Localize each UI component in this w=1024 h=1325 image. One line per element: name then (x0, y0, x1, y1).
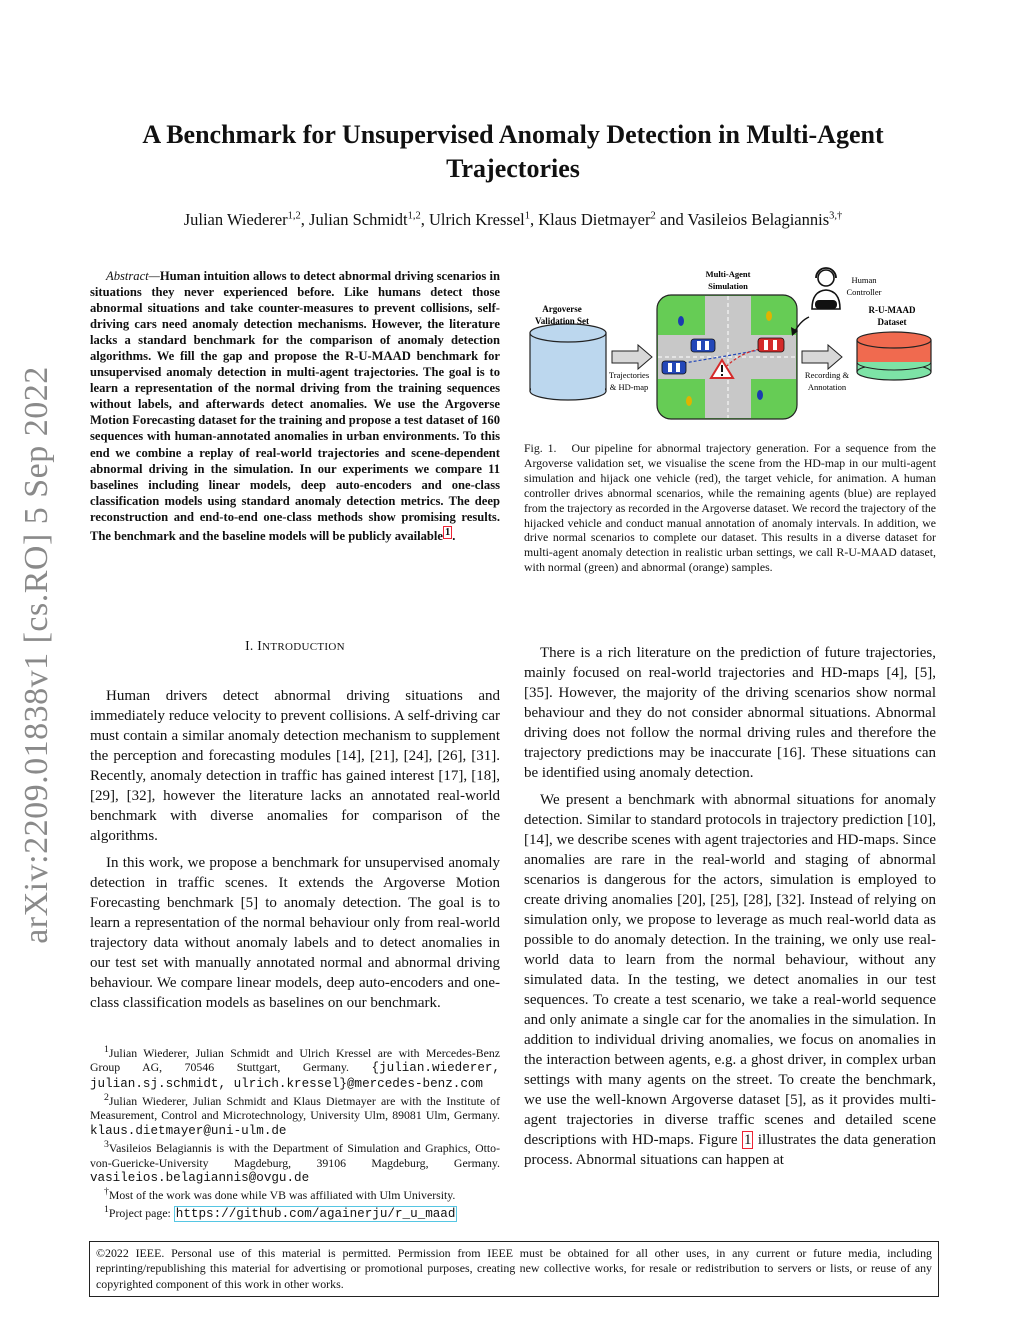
annotation-label: Annotation (807, 382, 847, 392)
argoverse-label: Argoverse (542, 304, 582, 314)
footnote-mark: 3 (104, 1139, 109, 1151)
abstract-text: Human intuition allows to detect abnormal driving scenarios in situations they never experienced before. Like humans detect those abnormal situations and take counter-measures to prevent collisions, self-driving cars need anomaly detection mechanisms. However, the literature lacks a standard benchmark for the comparison of anomaly detection algorithms. We fill the gap and propose the R-U-MAAD benchmark for unsupervised anomaly detection in multi-agent trajectories. The goal is to learn a representation of the normal driving from the training sequences without labels, and afterwards detect anomalies. We use the Argoverse Motion Forecasting dataset for the training and propose a test dataset of 160 sequences with human-annotated anomalies in urban environments. To this end we combine a replay of real-world trajectories and scene-dependent abnormal driving in the simulation. In our experiments we compare 11 baselines including linear models, deep auto-encoders and one-class classification models using standard anomaly detection metrics. The deep reconstruction and end-to-end one-class methods show promising results. The benchmark and the baseline models will be publicly available (90, 269, 500, 543)
footnotes (90, 1043, 500, 1221)
footnote-mark: 1 (104, 1044, 109, 1055)
human-label: Human (851, 275, 877, 285)
footnote: $^3$Vasileios Belagiannis is with the Department of Simulation and Graphics, Otto-von-Guericke-University Magdeburg, 39106 Magdeburg, Germany. vasileios.belagiannis@ovgu.de (90, 1139, 500, 1186)
paragraph: Human drivers detect abnormal driving situations and immediately reduce velocity to prevent collisions. A self-driving car must contain a similar anomaly detection mechanism to supplement the perception and forecasting modules [14], [21], [24], [26], [31]. Recently, anomaly detection in traffic has gained interest [17], [18], [29], [32], however the literature lacks an annotated real-world benchmark with diverse anomalies for comparison of the algorithms. (90, 688, 500, 844)
intro-right-column (524, 643, 936, 1177)
section-title: NTRODUCTION (262, 641, 345, 653)
project-page-link[interactable]: https://github.com/againerju/r_u_maad (175, 1206, 456, 1221)
author-name: Julian Schmidt (309, 210, 408, 229)
hijacked-car-red (758, 338, 784, 352)
author-name: Julian Wiederer (183, 210, 288, 229)
human-controller-icon (812, 268, 840, 309)
footnote-mark: † (104, 1186, 109, 1198)
argoverse-dataset-icon (530, 324, 606, 400)
arxiv-stamp (12, 366, 62, 944)
footnote-mark: 1 (104, 1203, 109, 1215)
copyright-notice: ©2022 IEEE. Personal use of this material is permitted. Permission from IEEE must be obtained for all other uses, in any current or future media, including reprinting/republishing this material for advertising or promotional purposes, creating new collective works, for resale or redistribution to servers or lists, or reuse of any copyrighted component of this work in other works. (89, 1241, 939, 1297)
validation-set-label: Validation Set (535, 316, 589, 326)
abstract: Abstract—Human intuition allows to detect abnormal driving scenarios in situations they never experienced before. Like humans detect those abnormal situations and take counter-measures to prevent collisions, self-driving cars need anomaly detection mechanisms. However, the literature lacks a standard benchmark for the comparison of anomaly detection algorithms. We fill the gap and propose the R-U-MAAD benchmark for unsupervised anomaly detection in multi-agent trajectories. The goal is to learn a representation of the normal driving from the training sequences without labels, and afterwards detect anomalies. We use the Argoverse Motion Forecasting dataset for the training and propose a test dataset of 160 sequences with human-annotated anomalies in urban environments. To this end we combine a replay of real-world trajectories and scene-dependent abnormal driving in the simulation. In our experiments we compare 11 baselines including linear models, deep auto-encoders and one-class classification models using standard anomaly detection metrics. The deep reconstruction and end-to-end one-class methods show promising results. The benchmark and the baseline models will be publicly available $^1$ . (90, 269, 500, 543)
agent-car-blue (691, 339, 715, 352)
author-affiliation: 1,2 (407, 210, 421, 222)
intro-left-column (90, 686, 500, 1020)
cylinder-top (530, 324, 606, 342)
pedestrian-icon (757, 390, 763, 400)
dataset-cylinder-icon (857, 332, 931, 380)
email-address: {julian.wiederer, julian.sj.schmidt, ulrich.kressel}@mercedes-benz.com (90, 1061, 500, 1091)
controller-label: Controller (846, 287, 882, 297)
email-address: vasileios.belagiannis@ovgu.de (90, 1171, 310, 1186)
footnote: $^1$Project page: https://github.com/againerju/r_u_maad (104, 1203, 456, 1221)
pipeline-figure (524, 265, 936, 435)
hd-map-label: & HD-map (609, 382, 649, 392)
arrow-right-icon (612, 345, 652, 369)
footnote-link[interactable]: 1 (445, 526, 451, 538)
figure-caption (524, 441, 936, 575)
simulation-label: Multi-Agent (705, 269, 751, 279)
author-affiliation: 1,2 (287, 210, 301, 222)
paragraph: In this work, we propose a benchmark for unsupervised anomaly detection in traffic scenes. It extends the Argoverse Motion Forecasting benchmark [5] to anomaly detection. The goal is to learn a representation of the normal behaviour only from real-world trajectory data without anomaly labels and to detect anomalies in our test set with manually annotated normal and abnormal driving behaviour. We compare linear models, deep auto-encoders and one-class classification models as baselines on our benchmark. (90, 855, 500, 1011)
agent-car-blue (662, 361, 686, 374)
paragraph: There is a rich literature on the prediction of future trajectories, mainly focused on real-world trajectories and HD-maps [4], [5], [35]. However, the majority of the driving scenarios show normal behaviour and they do not consider abnormal situations. Abnormal driving does not follow the normal driving rules and therefore the trajectory predictions may be inaccurate [16]. These situations can be identified using anomaly detection. (524, 645, 936, 781)
footnote-mark: 2 (104, 1092, 109, 1104)
footnote: $^2$Julian Wiederer, Julian Schmidt and Klaus Dietmayer are with the Institute of Measurement, Control and Microtechnology, University Ulm, 89081 Ulm, Germany. klaus.dietmayer@uni-ulm.de (90, 1092, 500, 1138)
footnote: $^1$Julian Wiederer, Julian Schmidt and Ulrich Kressel are with Mercedes-Benz Group AG, 70546 Stuttgart, Germany. {julian.wiederer, julian.sj.schmidt, ulrich.kressel}@mercedes-benz.com (90, 1044, 500, 1091)
caption-label: Fig. 1. (524, 441, 557, 455)
email-address: klaus.dietmayer@uni-ulm.de (90, 1123, 287, 1138)
paragraph: We present a benchmark with abnormal situations for anomaly detection. Similar to standard protocols in trajectory prediction [10], [14], we describe scenes with agent trajectories and HD-maps. Since anomalies are rare in the real-world and staging of abnormal scenarios is dangerous for the actors, simulation is employed to create driving anomalies [20], [25], [28], [32]. Instead of relying on simulation only, we propose to leverage as much real-world data as possible to do anomaly detection. In the training, we only use real-world data to learn from the normal behaviour, without any simulated data. In the testing, we detect anomalies in our test sequences. To create a test scenario, we take a real-world sequence and only animate a single car for the anomalies in the simulation. In addition to individual driving anomalies, we focus on anomalies in the interaction between agents, e.g. a ghost driver, in complex urban settings with many agents on the street. To create the benchmark, we use the well-known Argoverse dataset [5], as it provides multi-agent trajectories in diverse traffic scenes and detailed scene descriptions with HD-maps. Figure 1 illustrates the data generation process. Abnormal situations can happen at (524, 792, 937, 1168)
author-affiliation: 2 (650, 210, 656, 222)
author-name: Klaus Dietmayer (538, 210, 651, 229)
abstract-block (90, 268, 500, 544)
author-affiliation: 1 (524, 210, 530, 222)
author-list: Julian Wiederer$^{1,2}$, Julian Schmidt$^{1,2}$, Ulrich Kressel$^1$, Klaus Dietmayer$^2$ and Vasileios Belagiannis$^{3,\dagger}$ (183, 210, 843, 229)
section-heading (90, 638, 500, 654)
author-name: Vasileios Belagiannis (687, 210, 830, 229)
arrow-right-icon (802, 345, 842, 369)
section-number: I. I (245, 638, 263, 653)
caption-text: Our pipeline for abnormal trajectory generation. For a sequence from the Argoverse validation set, we visualise the scene from the HD-map in our multi-agent simulation and hijack one vehicle (red), the target vehicle, for animation. A human controller drives abnormal scenarios, while the remaining agents (blue) are replayed from the trajectory as recorded in the Argoverse dataset. We record the trajectory of the hijacked vehicle and conduct manual annotation of anomaly intervals. In addition, we drive normal scenarios to complete our dataset. This results in a diverse dataset for multi-agent anomaly detection in realistic urban settings, we call R-U-MAAD dataset, with normal (green) and abnormal (orange) samples. (524, 441, 936, 575)
trajectories-label: Trajectories (608, 370, 650, 380)
author-name: Ulrich Kressel (428, 210, 525, 229)
pedestrian-icon (686, 396, 692, 406)
simulation-sublabel: Simulation (708, 281, 748, 291)
dataset-sublabel: Dataset (877, 317, 907, 327)
dataset-label: R-U-MAAD (868, 305, 916, 315)
arxiv-id: arXiv:2209.01838v1 [cs.RO] 5 Sep 2022 (18, 366, 55, 944)
footnote: †Most of the work was done while VB was affiliated with Ulm University. (104, 1186, 456, 1203)
recording-label: Recording & (804, 370, 850, 380)
paper-title: A Benchmark for Unsupervised Anomaly Detection in Multi-Agent Trajectories (142, 120, 884, 183)
author-affiliation: 3,† (829, 210, 843, 222)
simulation-scene (657, 295, 797, 419)
pedestrian-icon (678, 316, 684, 326)
pedestrian-icon (766, 311, 772, 321)
abstract-label: Abstract— (106, 269, 160, 283)
figure-reference-link[interactable]: 1 (743, 1132, 752, 1148)
